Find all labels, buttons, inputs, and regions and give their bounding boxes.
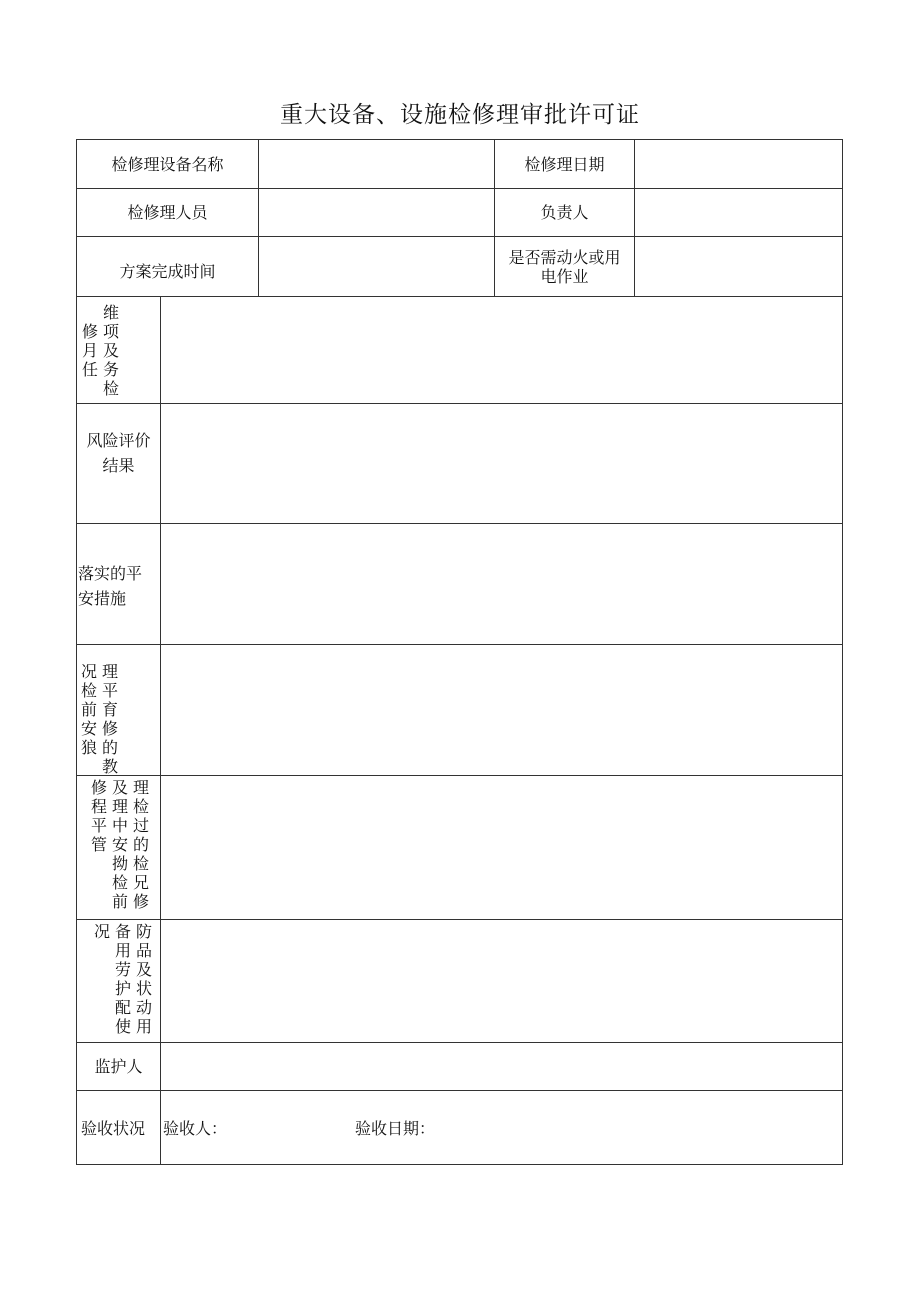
responsible-person-field[interactable] xyxy=(635,189,842,236)
label-column: 备 用 劳 护 配 使 xyxy=(114,922,131,1036)
label-column: 及 理 中 安 拗 检 前 xyxy=(111,778,128,911)
label-column: 理 平 育 修 的 教 xyxy=(101,662,118,776)
repair-process-management-label xyxy=(90,778,150,911)
label-column: 维 项 及 务 检 xyxy=(102,303,119,398)
hot-work-label xyxy=(495,237,634,296)
acceptance-status-label: 验收状况 xyxy=(81,1119,146,1138)
supervisor-label: 监护人 xyxy=(94,1057,143,1076)
label-column: 况 xyxy=(93,922,110,941)
safety-measures-label: 落实的平 安措施 xyxy=(78,564,143,608)
label-column: 修 程 平 管 xyxy=(90,778,107,854)
equipment-name-label: 检修理设备名称 xyxy=(111,154,224,174)
supervisor-field[interactable] xyxy=(161,1043,842,1090)
plan-completion-time-field[interactable] xyxy=(259,237,494,296)
hot-work-label-line2: 电作业 xyxy=(540,266,589,286)
repair-process-management-field[interactable] xyxy=(161,776,842,919)
acceptance-date-label: 验收日期： xyxy=(355,1119,436,1138)
plan-completion-time-label: 方案完成时间 xyxy=(119,262,216,281)
responsible-person-label: 负责人 xyxy=(540,203,589,222)
safety-measures-field[interactable] xyxy=(161,524,842,644)
pre-repair-education-label xyxy=(80,662,119,776)
repair-date-field[interactable] xyxy=(635,140,842,188)
hot-work-label-line1: 是否需动火或用 xyxy=(508,247,621,267)
label-column: 况 检 前 安 狼 xyxy=(80,662,97,757)
maintenance-items-label xyxy=(81,303,120,398)
risk-assessment-field[interactable] xyxy=(161,404,842,523)
acceptor-label: 验收人： xyxy=(163,1119,228,1138)
equipment-name-field[interactable] xyxy=(259,140,494,188)
protective-equipment-label xyxy=(93,922,153,1036)
pre-repair-education-field[interactable] xyxy=(161,645,842,775)
risk-assessment-label: 风险评价 结果 xyxy=(86,430,151,475)
label-column: 修 月 任 xyxy=(81,322,98,379)
hot-work-field[interactable] xyxy=(635,237,842,296)
maintenance-items-field[interactable] xyxy=(161,297,842,403)
repair-personnel-field[interactable] xyxy=(259,189,494,236)
acceptance-field[interactable] xyxy=(161,1091,842,1164)
protective-equipment-field[interactable] xyxy=(161,920,842,1042)
label-column: 理 检 过 的 检 兄 修 xyxy=(132,778,149,911)
label-column: 防 品 及 状 动 用 xyxy=(135,922,152,1036)
page-title: 重大设备、设施检修理审批许可证 xyxy=(280,102,640,128)
repair-date-label: 检修理日期 xyxy=(524,154,605,174)
repair-personnel-label: 检修理人员 xyxy=(127,203,208,222)
